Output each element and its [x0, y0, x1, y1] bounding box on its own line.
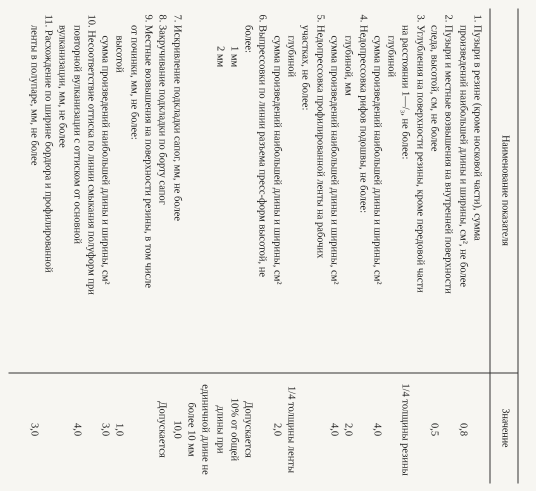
table-row-text: 1 мм: [227, 14, 239, 67]
table-row-text: 3. Углубления на поверхности резины, кроме передовой части: [413, 14, 425, 293]
table-row-value: Допускается: [242, 400, 254, 458]
table-row-text: сумма произведений наибольшей длины и ширины, см²: [328, 14, 339, 284]
table-row-value: 4,0: [70, 422, 82, 436]
table-row-text: более:: [242, 14, 254, 53]
table-row-text: на расстоянии 1—/₃, не более:: [399, 14, 411, 159]
table-row-text: 8. Закручивание подкладки по борту сапог: [156, 14, 168, 205]
header-name-col: Наименование показателя: [499, 134, 510, 246]
table-row-value: 10% от общей: [227, 397, 239, 461]
table-row-value: 1/4 толщины резины: [399, 382, 411, 476]
table-row-text: 2 мм: [213, 14, 225, 67]
table-row-text: 1. Пузыри в резине (кроме носковой части), сумма: [471, 14, 482, 241]
table-row-value: 2,0: [270, 422, 282, 436]
table-row-text: 11. Расхождение по ширине бордюра и профилированной: [42, 14, 53, 273]
table-row-text: глубиной: [385, 14, 397, 77]
table-row-text: сумма произведений наибольшей длины и ширины, см²: [270, 14, 282, 284]
table-row-value: Допускается: [156, 400, 168, 458]
header-rule: [489, 8, 490, 483]
table-row-text: 5. Недопрессовка профилированной ленты на рабочих: [313, 14, 325, 258]
table-row-text: 10. Несоответствие оттиска по линии смыкания полуформ при: [84, 14, 96, 295]
table-row-text: высотой: [113, 14, 125, 73]
table-row-value: длины при: [213, 405, 225, 453]
table-row-value: более 10 мм: [185, 401, 196, 457]
table-row-text: 7. Искривление подкладки сапог, мм, не более: [170, 14, 182, 221]
table-row-text: глубиной: [285, 14, 297, 77]
table-row-value: 1,0: [113, 422, 125, 436]
table-row-text: произведений наибольшей длины и ширины, см², не более: [456, 14, 468, 287]
table-row-value: единичной длине не: [199, 383, 211, 475]
table-row-text: сумма произведений наибольшей длины и ширины, см²: [99, 14, 111, 284]
table-row-text: вулканизации, мм, не более: [56, 14, 68, 148]
table-row-value: 4,0: [328, 422, 339, 436]
table-row-text: следа, высотой, см, не более: [428, 14, 440, 152]
table-row-value: 3,0: [27, 422, 39, 436]
table-row-value: 1/4 толщины ленты: [285, 385, 297, 473]
table-row-value: 0,5: [428, 422, 440, 436]
table-row-text: 9. Местные возвышения на поверхности резины, в том числе: [142, 14, 154, 288]
table-row-text: от починки, мм, не более:: [127, 14, 139, 140]
table-row-text: повторной вулканизации с оттиском от основной: [70, 14, 82, 244]
top-rule: [517, 8, 518, 483]
table-row-value: 10,0: [170, 419, 182, 439]
header-value-col: Значение: [499, 407, 510, 447]
table-row-text: 4. Недопрессовка рифов подошвы, не более:: [356, 14, 368, 213]
table-row-text: участках, не более:: [299, 14, 311, 110]
table-row-text: 6. Выпрессовки по линии разъема пресс-форм высотой, не: [256, 14, 268, 277]
table-row-value: 0,8: [456, 422, 468, 436]
table-row-text: глубиной, мм: [342, 14, 354, 96]
table-row-text: 2. Пузыри и местные возвышения на внутренней поверхности: [442, 14, 454, 294]
column-divider: [8, 372, 518, 373]
table-row-text: сумма произведений наибольшей длины и ширины, см²: [370, 14, 382, 284]
table-row-value: 2,0: [342, 422, 354, 436]
table-row-value: 3,0: [99, 422, 111, 436]
table-row-text: ленты в полупаре, мм, не более: [27, 14, 39, 165]
table-row-value: 4,0: [370, 422, 382, 436]
